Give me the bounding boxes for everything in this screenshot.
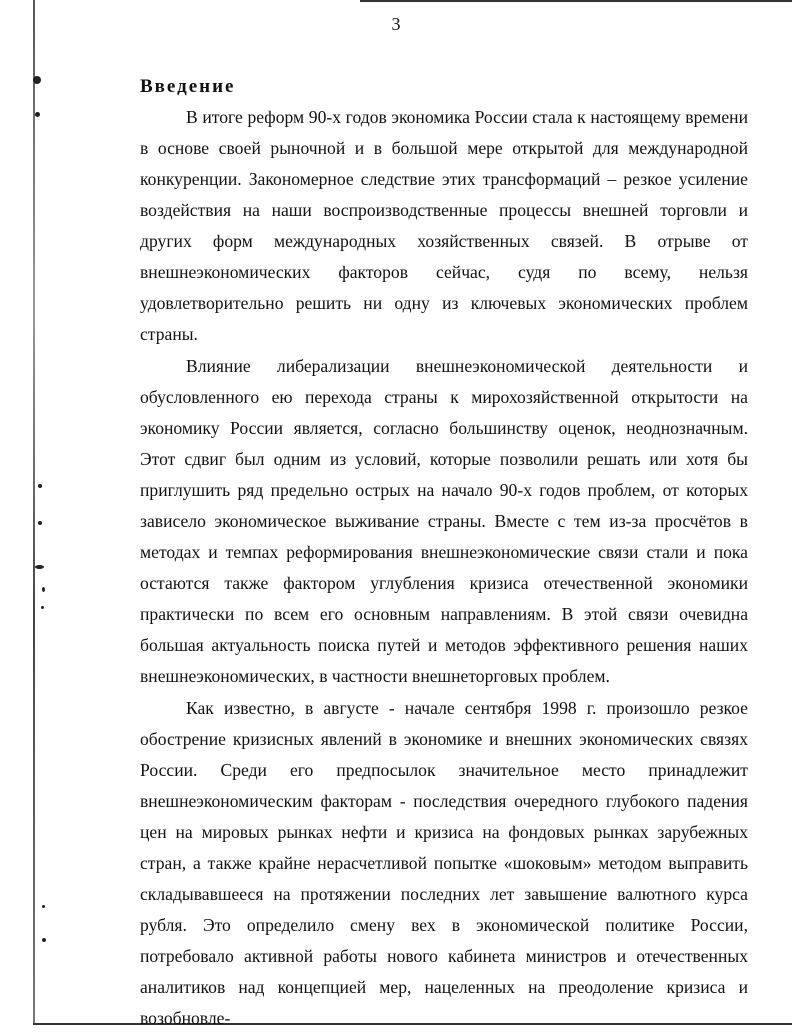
section-heading: Введение <box>140 76 236 97</box>
scan-speck <box>35 112 40 117</box>
scan-top-edge <box>360 0 792 2</box>
scan-speck <box>38 521 42 525</box>
paragraph: Как известно, в августе - начале сентября 1998 г. произошло резкое обострение кризисных явлений в экономике и внешних экономических связях России. Среди его предпосылок значительное место принадлежит внешнеэкономическим факторам - последствия очередного глубокого падения цен на мировых рынках нефти и кризиса на фондовых рынках зарубежных стран, а также крайне нерасчетливой попытке «шоковым» методом выправить складывавшееся на протяжении последних лет завышение валютного курса рубля. Это определило смену вех в экономической политике России, потребовало активной работы нового кабинета министров и отечественных аналитиков над концепцией мер, нацеленных на преодоление кризиса и возобновле- <box>140 698 748 1028</box>
body-text <box>140 102 748 1034</box>
scan-speck <box>42 905 45 908</box>
page-number: 3 <box>391 14 401 34</box>
scan-speck <box>33 76 41 84</box>
scan-speck <box>35 565 44 569</box>
scan-speck <box>41 606 44 609</box>
scan-speck <box>38 484 42 488</box>
scan-speck <box>42 938 46 942</box>
scan-left-edge <box>33 0 35 1025</box>
paragraph: В итоге реформ 90-х годов экономика России стала к настоящему времени в основе своей рыночной и в большой мере открытой для международной конкуренции. Закономерное следствие этих трансформаций – резкое усиление воздействия на наши воспроизводственные процессы внешней торговли и других форм международных хозяйственных связей. В отрыве от внешнеэкономических факторов сейчас, судя по всему, нельзя удовлетворительно решить ни одну из ключевых экономических проблем страны. <box>140 107 748 344</box>
scan-speck <box>42 587 45 592</box>
paragraph: Влияние либерализации внешнеэкономической деятельности и обусловленного ею перехода страны к мирохозяйственной открытости на экономику России является, согласно большинству оценок, неоднозначным. Этот сдвиг был одним из условий, которые позволили решать или хотя бы приглушить ряд предельно острых на начало 90-х годов проблем, от которых зависело экономическое выживание страны. Вместе с тем из-за просчётов в методах и темпах реформирования внешнеэкономические связи стали и пока остаются также фактором углубления кризиса отечественной экономики практически по всем его основным направлениям. В этой связи очевидна большая актуальность поиска путей и методов эффективного решения наших внешнеэкономических, в частности внешнеторговых проблем. <box>140 356 748 686</box>
